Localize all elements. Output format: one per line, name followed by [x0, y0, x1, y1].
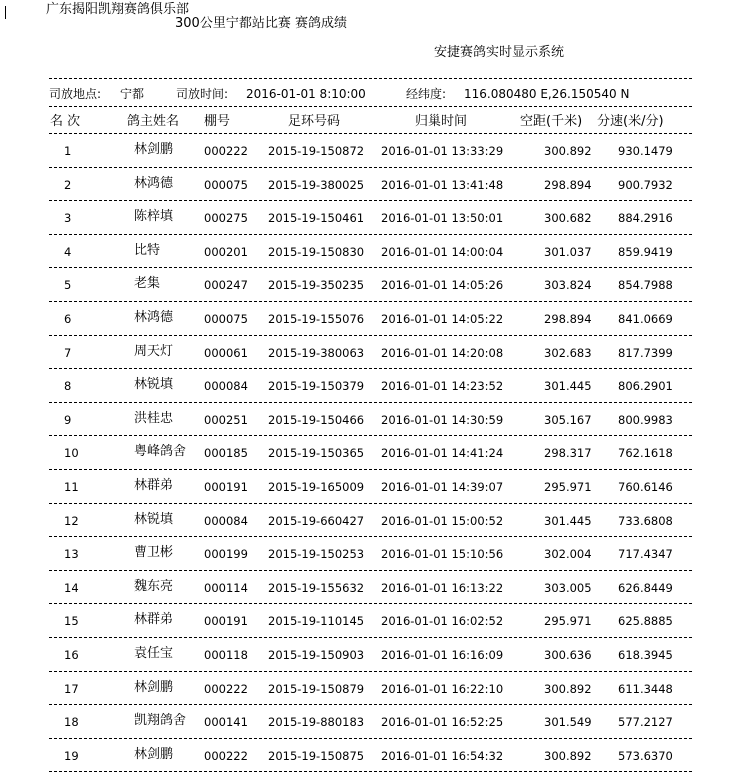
owner-name-cell: 林锐填: [134, 377, 174, 393]
ring-number-cell: 2015-19-380063: [268, 345, 365, 360]
owner-name-cell: 林鸿德: [134, 309, 174, 325]
arrival-time-cell: 2016-01-01 16:22:10: [381, 681, 504, 696]
table-row: [0, 302, 737, 336]
arrival-time-cell: 2016-01-01 16:02:52: [381, 614, 504, 629]
owner-name-cell: 袁任宝: [134, 645, 174, 661]
distance-cell: 301.445: [544, 379, 592, 394]
loft-number-cell: 000084: [204, 379, 248, 394]
table-row: [0, 268, 737, 302]
table-row: [0, 604, 737, 638]
speed-cell: 625.8885: [618, 614, 673, 629]
owner-name-cell: 林鸿德: [134, 175, 174, 191]
release-time-value: 2016-01-01 8:10:00: [246, 87, 366, 101]
speed-cell: 800.9983: [618, 412, 673, 427]
ring-number-cell: 2015-19-155076: [268, 311, 365, 326]
ring-number-cell: 2015-19-110145: [268, 614, 365, 629]
loft-number-cell: 000222: [204, 681, 248, 696]
loft-number-cell: 000222: [204, 144, 248, 158]
arrival-time-cell: 2016-01-01 14:05:22: [381, 311, 504, 326]
speed-cell: 806.2901: [618, 379, 673, 394]
speed-cell: 859.9419: [618, 244, 673, 259]
ring-number-cell: 2015-19-150365: [268, 446, 365, 461]
rank-cell: 19: [64, 748, 79, 763]
rank-cell: 13: [64, 547, 79, 562]
loft-number-cell: 000075: [204, 311, 248, 326]
table-row: [0, 134, 737, 168]
ring-number-cell: 2015-19-150903: [268, 647, 365, 662]
table-row: [0, 537, 737, 571]
owner-name-cell: 林锐填: [134, 511, 174, 527]
rank-cell: 4: [64, 244, 72, 259]
column-header-speed: 分速(米/分): [597, 114, 664, 129]
owner-name-cell: 粤峰鸽舍: [134, 444, 187, 460]
distance-cell: 301.037: [544, 244, 592, 259]
rank-cell: 9: [64, 412, 72, 427]
ring-number-cell: 2015-19-150379: [268, 379, 365, 394]
speed-cell: 611.3448: [618, 681, 673, 696]
distance-cell: 301.549: [544, 715, 592, 730]
loft-number-cell: 000084: [204, 513, 248, 528]
loft-number-cell: 000201: [204, 244, 248, 259]
arrival-time-cell: 2016-01-01 16:13:22: [381, 580, 504, 595]
owner-name-cell: 林群弟: [134, 612, 174, 628]
loft-number-cell: 000118: [204, 647, 248, 662]
speed-cell: 854.7988: [618, 278, 673, 293]
owner-name-cell: 老集: [134, 276, 161, 292]
distance-cell: 298.894: [544, 311, 592, 326]
ring-number-cell: 2015-19-660427: [268, 513, 365, 528]
arrival-time-cell: 2016-01-01 15:00:52: [381, 513, 504, 528]
arrival-time-cell: 2016-01-01 13:33:29: [381, 144, 504, 158]
speed-cell: 618.3945: [618, 647, 673, 662]
distance-cell: 305.167: [544, 412, 592, 427]
loft-number-cell: 000199: [204, 547, 248, 562]
speed-cell: 717.4347: [618, 547, 673, 562]
speed-cell: 760.6146: [618, 479, 673, 494]
rank-cell: 16: [64, 647, 79, 662]
owner-name-cell: 曹卫彬: [134, 545, 174, 561]
table-row: [0, 672, 737, 706]
system-name: 安捷赛鸽实时显示系统: [434, 45, 565, 60]
distance-cell: 300.892: [544, 681, 592, 696]
results-table-body: [0, 134, 737, 772]
arrival-time-cell: 2016-01-01 16:52:25: [381, 715, 504, 730]
race-title: 300公里宁都站比赛 赛鸽成绩: [175, 16, 347, 31]
speed-cell: 900.7932: [618, 177, 673, 192]
divider-info: [49, 106, 692, 107]
owner-name-cell: 林群弟: [134, 477, 174, 493]
ring-number-cell: 2015-19-150461: [268, 211, 365, 226]
ring-number-cell: 2015-19-150879: [268, 681, 365, 696]
text-cursor: [5, 6, 6, 19]
arrival-time-cell: 2016-01-01 14:05:26: [381, 278, 504, 293]
arrival-time-cell: 2016-01-01 14:41:24: [381, 446, 504, 461]
loft-number-cell: 000191: [204, 614, 248, 629]
club-name: 广东揭阳凯翔赛鸽俱乐部: [46, 2, 190, 17]
loft-number-cell: 000075: [204, 177, 248, 192]
loft-number-cell: 000222: [204, 748, 248, 763]
arrival-time-cell: 2016-01-01 14:39:07: [381, 479, 504, 494]
ring-number-cell: 2015-19-150875: [268, 748, 365, 763]
ring-number-cell: 2015-19-150830: [268, 244, 365, 259]
speed-cell: 577.2127: [618, 715, 673, 730]
table-row: [0, 436, 737, 470]
coordinates-label: 经纬度:: [406, 87, 447, 101]
loft-number-cell: 000141: [204, 715, 248, 730]
rank-cell: 6: [64, 311, 72, 326]
owner-name-cell: 洪桂忠: [134, 410, 174, 426]
rank-cell: 7: [64, 345, 72, 360]
arrival-time-cell: 2016-01-01 14:23:52: [381, 379, 504, 394]
rank-cell: 14: [64, 580, 79, 595]
rank-cell: 12: [64, 513, 79, 528]
rank-cell: 3: [64, 211, 72, 226]
distance-cell: 298.894: [544, 177, 592, 192]
column-header-owner-name: 鸽主姓名: [127, 114, 180, 129]
ring-number-cell: 2015-19-150466: [268, 412, 365, 427]
speed-cell: 762.1618: [618, 446, 673, 461]
distance-cell: 298.317: [544, 446, 592, 461]
release-time-label: 司放时间:: [176, 87, 229, 101]
arrival-time-cell: 2016-01-01 14:00:04: [381, 244, 504, 259]
table-row: [0, 403, 737, 437]
table-row: [0, 638, 737, 672]
table-row: [0, 336, 737, 370]
distance-cell: 303.005: [544, 580, 592, 595]
table-row: [0, 201, 737, 235]
loft-number-cell: 000247: [204, 278, 248, 293]
loft-number-cell: 000275: [204, 211, 248, 226]
speed-cell: 841.0669: [618, 311, 673, 326]
owner-name-cell: 魏东亮: [134, 578, 174, 594]
rank-cell: 1: [64, 144, 72, 158]
loft-number-cell: 000061: [204, 345, 248, 360]
arrival-time-cell: 2016-01-01 14:30:59: [381, 412, 504, 427]
coordinates-value: 116.080480 E,26.150540 N: [464, 87, 630, 101]
rank-cell: 17: [64, 681, 79, 696]
table-row: [0, 369, 737, 403]
loft-number-cell: 000251: [204, 412, 248, 427]
divider-top: [49, 78, 692, 79]
speed-cell: 817.7399: [618, 345, 673, 360]
column-header-distance: 空距(千米): [520, 114, 583, 129]
arrival-time-cell: 2016-01-01 16:54:32: [381, 748, 504, 763]
loft-number-cell: 000185: [204, 446, 248, 461]
distance-cell: 302.004: [544, 547, 592, 562]
owner-name-cell: 林剑鹏: [134, 679, 174, 695]
arrival-time-cell: 2016-01-01 14:20:08: [381, 345, 504, 360]
speed-cell: 930.1479: [618, 144, 673, 158]
ring-number-cell: 2015-19-350235: [268, 278, 365, 293]
loft-number-cell: 000191: [204, 479, 248, 494]
ring-number-cell: 2015-19-150872: [268, 144, 365, 158]
ring-number-cell: 2015-19-380025: [268, 177, 365, 192]
owner-name-cell: 凯翔鸽舍: [134, 713, 187, 729]
owner-name-cell: 周天灯: [134, 343, 174, 359]
table-row: [0, 739, 737, 772]
distance-cell: 300.892: [544, 144, 592, 158]
column-header-arrival-time: 归巢时间: [415, 114, 468, 129]
table-row: [0, 705, 737, 739]
ring-number-cell: 2015-19-165009: [268, 479, 365, 494]
owner-name-cell: 林剑鹏: [134, 746, 174, 762]
release-location-label: 司放地点:: [49, 87, 102, 101]
distance-cell: 300.682: [544, 211, 592, 226]
ring-number-cell: 2015-19-155632: [268, 580, 365, 595]
distance-cell: 303.824: [544, 278, 592, 293]
speed-cell: 626.8449: [618, 580, 673, 595]
rank-cell: 5: [64, 278, 72, 293]
table-row: [0, 235, 737, 269]
arrival-time-cell: 2016-01-01 13:50:01: [381, 211, 504, 226]
arrival-time-cell: 2016-01-01 15:10:56: [381, 547, 504, 562]
owner-name-cell: 陈梓填: [134, 209, 174, 225]
rank-cell: 2: [64, 177, 72, 192]
owner-name-cell: 比特: [134, 242, 161, 258]
rank-cell: 11: [64, 479, 79, 494]
column-header-rank: 名 次: [50, 114, 81, 129]
rank-cell: 8: [64, 379, 72, 394]
speed-cell: 884.2916: [618, 211, 673, 226]
rank-cell: 10: [64, 446, 79, 461]
table-row: [0, 470, 737, 504]
arrival-time-cell: 2016-01-01 16:16:09: [381, 647, 504, 662]
column-header-loft-number: 棚号: [204, 114, 231, 129]
distance-cell: 302.683: [544, 345, 592, 360]
distance-cell: 300.636: [544, 647, 592, 662]
loft-number-cell: 000114: [204, 580, 248, 595]
arrival-time-cell: 2016-01-01 13:41:48: [381, 177, 504, 192]
release-location-value: 宁都: [120, 87, 145, 101]
distance-cell: 295.971: [544, 614, 592, 629]
ring-number-cell: 2015-19-880183: [268, 715, 365, 730]
rank-cell: 18: [64, 715, 79, 730]
table-row: [0, 571, 737, 605]
table-row: [0, 504, 737, 538]
speed-cell: 573.6370: [618, 748, 673, 763]
table-row: [0, 168, 737, 202]
ring-number-cell: 2015-19-150253: [268, 547, 365, 562]
owner-name-cell: 林剑鹏: [134, 142, 174, 157]
column-header-ring-number: 足环号码: [288, 114, 341, 129]
speed-cell: 733.6808: [618, 513, 673, 528]
distance-cell: 295.971: [544, 479, 592, 494]
distance-cell: 301.445: [544, 513, 592, 528]
distance-cell: 300.892: [544, 748, 592, 763]
rank-cell: 15: [64, 614, 79, 629]
